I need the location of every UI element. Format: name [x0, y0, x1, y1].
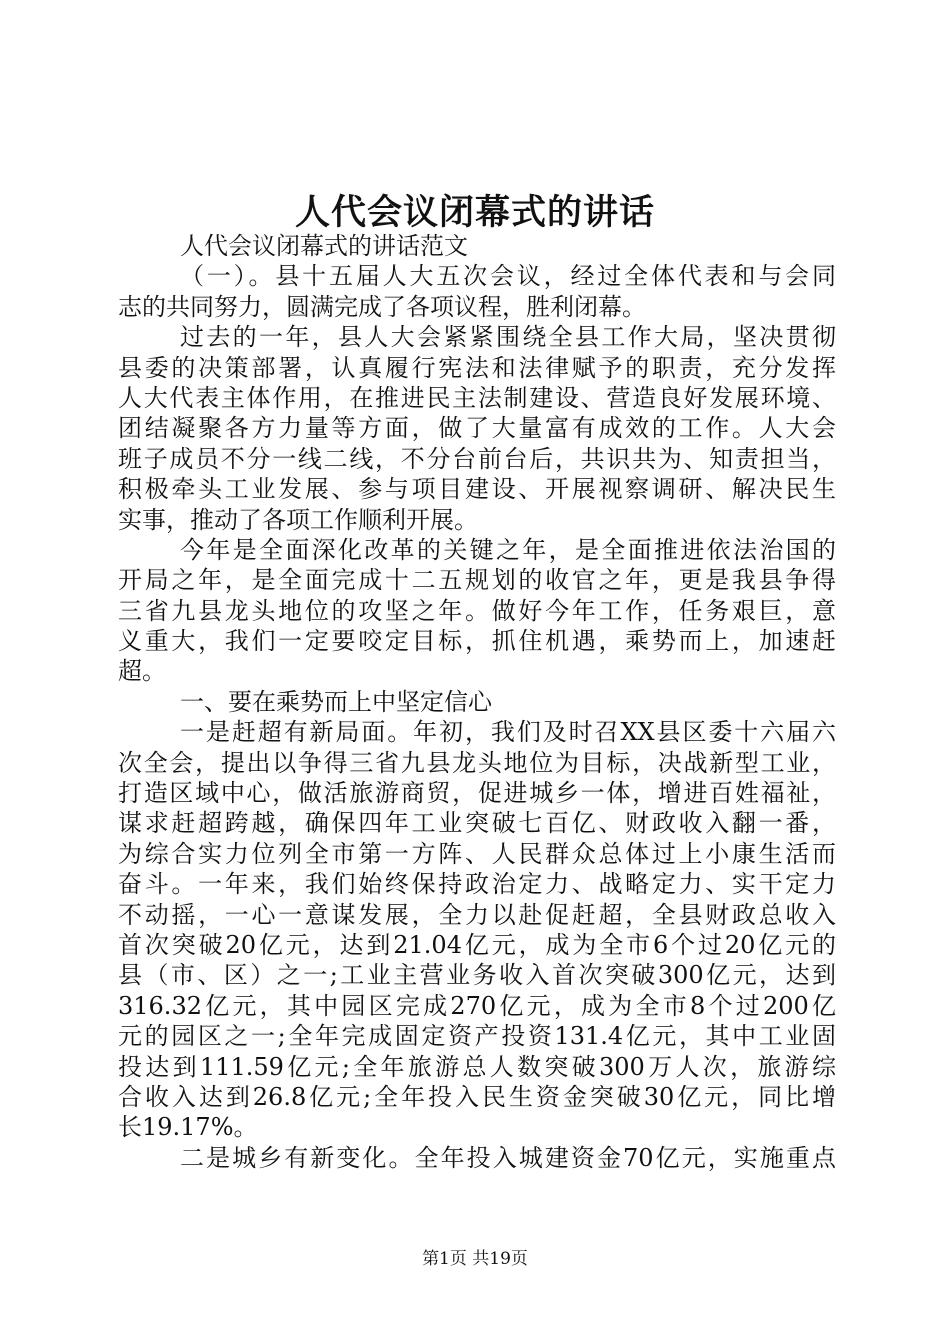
text-line: （一）。县十五届人大五次会议，经过全体代表和与会同: [180, 262, 836, 291]
subtitle-line: 人代会议闭幕式的讲话范文: [180, 232, 468, 260]
text-line: 团结凝聚各方力量等方面，做了大量富有成效的工作。人大会: [118, 414, 836, 443]
text-line: 316.32亿元，其中园区完成270亿元，成为全市8个过200亿: [118, 991, 836, 1020]
text-line: 实事，推动了各项工作顺利开展。: [118, 505, 478, 534]
text-line: 开局之年，是全面完成十二五规划的收官之年，更是我县争得: [118, 566, 836, 595]
text-line: 为综合实力位列全市第一方阵、人民群众总体过上小康生活而: [118, 839, 836, 868]
text-line: 义重大，我们一定要咬定目标，抓住机遇，乘势而上，加速赶: [118, 627, 836, 656]
text-line: 元的园区之一;全年完成固定资产投资131.4亿元，其中工业固: [118, 1022, 836, 1051]
text-line: 投达到111.59亿元;全年旅游总人数突破300万人次，旅游综: [118, 1052, 836, 1081]
text-line: 县委的决策部署，认真履行宪法和法律赋予的职责，充分发挥: [118, 353, 836, 382]
text-line: 谋求赶超跨越，确保四年工业突破七百亿、财政收入翻一番，: [118, 809, 836, 838]
text-line: 今年是全面深化改革的关键之年，是全面推进依法治国的: [180, 535, 836, 564]
text-line: 打造区域中心，做活旅游商贸，促进城乡一体，增进百姓福祉，: [118, 779, 836, 808]
text-line: 二是城乡有新变化。全年投入城建资金70亿元，实施重点: [180, 1143, 836, 1172]
text-line: 一是赶超有新局面。年初，我们及时召XX县区委十六届六: [180, 718, 836, 747]
text-line: 县（市、区）之一;工业主营业务收入首次突破300亿元，达到: [118, 961, 836, 990]
text-line: 志的共同努力，圆满完成了各项议程，胜利闭幕。: [118, 292, 646, 321]
text-line: 奋斗。一年来，我们始终保持政治定力、战略定力、实干定力: [118, 870, 836, 899]
document-body: [118, 231, 836, 1173]
document-title: 人代会议闭幕式的讲话: [294, 192, 655, 233]
section-heading: 一、要在乘势而上中坚定信心: [180, 687, 492, 716]
text-line: 超。: [118, 657, 166, 686]
text-line: 合收入达到26.8亿元;全年投入民生资金突破30亿元，同比增: [118, 1082, 836, 1111]
page-footer: 第1页 共19页: [422, 1249, 528, 1269]
text-line: 积极牵头工业发展、参与项目建设、开展视察调研、解决民生: [118, 475, 836, 504]
text-line: 不动摇，一心一意谋发展，全力以赴促赶超，全县财政总收入: [118, 900, 836, 929]
text-line: 班子成员不分一线二线，不分台前台后，共识共为、知责担当，: [118, 444, 836, 473]
text-line: 首次突破20亿元，达到21.04亿元，成为全市6个过20亿元的: [118, 930, 836, 959]
text-line: 次全会，提出以争得三省九县龙头地位为目标，决战新型工业，: [118, 748, 836, 777]
text-line: 人大代表主体作用，在推进民主法制建设、营造良好发展环境、: [118, 383, 836, 412]
text-line: 过去的一年，县人大会紧紧围绕全县工作大局，坚决贯彻: [180, 323, 836, 352]
text-line: 长19.17%。: [118, 1113, 258, 1142]
text-line: 三省九县龙头地位的攻坚之年。做好今年工作，任务艰巨，意: [118, 596, 836, 625]
